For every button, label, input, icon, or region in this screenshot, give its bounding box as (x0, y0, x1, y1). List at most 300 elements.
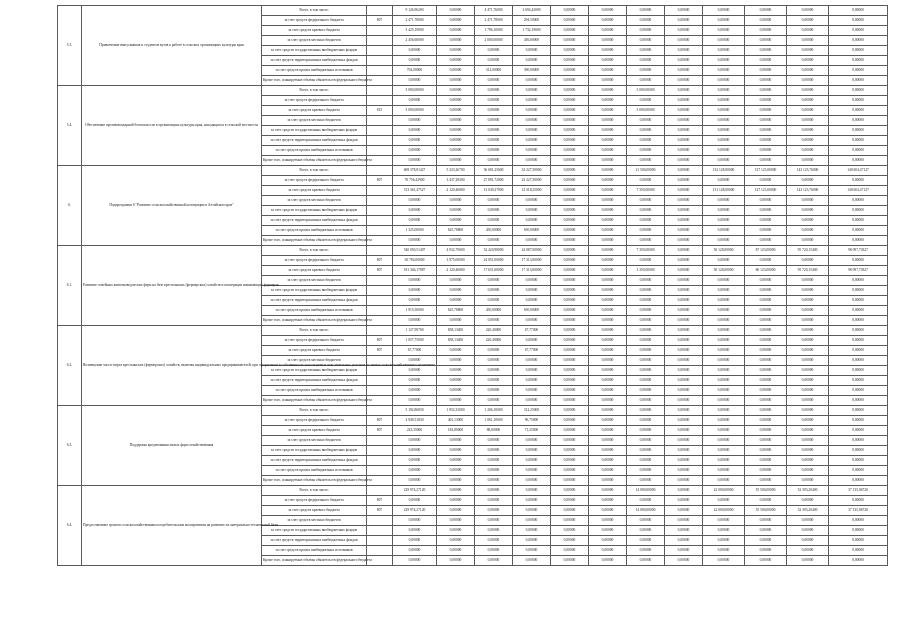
amount-cell: 22 000,00000 (703, 486, 745, 496)
amount-cell: 0,00000 (745, 336, 787, 346)
amount-cell: 0,00000 (589, 156, 627, 166)
kbk-code (367, 376, 393, 386)
amount-cell: 0,00000 (627, 226, 665, 236)
amount-cell: 0,00000 (787, 276, 829, 286)
amount-cell: 0,00000 (745, 126, 787, 136)
funding-source: за счет средств краевого бюджета (262, 186, 367, 196)
amount-cell: 27 891,72000 (475, 176, 513, 186)
kbk-code (367, 186, 393, 196)
amount-cell: 0,00000 (589, 246, 627, 256)
funding-source: за счет средств государственных внебюджетных фондов (262, 206, 367, 216)
amount-cell: 0,00000 (627, 216, 665, 226)
amount-cell: 0,00000 (437, 376, 475, 386)
amount-cell: 0,00000 (627, 96, 665, 106)
amount-cell: 0,00000 (589, 256, 627, 266)
amount-cell: 0,00000 (437, 366, 475, 376)
amount-cell: 0,00000 (513, 336, 551, 346)
amount-cell: 0,00000 (513, 76, 551, 86)
amount-cell: 0,00000 (437, 206, 475, 216)
kbk-code: 807 (367, 426, 393, 436)
amount-cell: 0,00000 (589, 116, 627, 126)
amount-cell: 37 135,06720 (829, 506, 888, 516)
amount-cell: 0,00000 (627, 406, 665, 416)
funding-source: за счет средств местных бюджетов (262, 516, 367, 526)
amount-cell: 513 361,47527 (393, 186, 437, 196)
kbk-code (367, 386, 393, 396)
amount-cell: 0,00000 (627, 156, 665, 166)
amount-cell: 0,00000 (665, 176, 703, 186)
amount-cell: 0,00000 (627, 36, 665, 46)
amount-cell: 0,00000 (437, 356, 475, 366)
amount-cell: 0,00000 (627, 396, 665, 406)
amount-cell: 229 974,27120 (393, 486, 437, 496)
amount-cell: 0,00000 (787, 156, 829, 166)
funding-source: за счет средств государственных внебюджетных фондов (262, 46, 367, 56)
amount-cell: 0,00000 (703, 46, 745, 56)
amount-cell: 0,00000 (627, 76, 665, 86)
amount-cell: 0,00000 (437, 36, 475, 46)
amount-cell: 0,00000 (589, 296, 627, 306)
amount-cell: 0,00000 (627, 536, 665, 546)
amount-cell: 7 350,00000 (627, 186, 665, 196)
funding-source: за счет средств краевого бюджета (262, 266, 367, 276)
funding-source: за счет средств федерального бюджета (262, 256, 367, 266)
kbk-code (367, 146, 393, 156)
amount-cell: 0,00000 (787, 46, 829, 56)
amount-cell: 0,00000 (703, 396, 745, 406)
amount-cell: 67,77000 (393, 346, 437, 356)
amount-cell: 0,00000 (513, 466, 551, 476)
amount-cell: 0,00000 (627, 436, 665, 446)
amount-cell: 0,00000 (665, 326, 703, 336)
amount-cell: 0,00000 (589, 126, 627, 136)
amount-cell: 0,00000 (627, 356, 665, 366)
amount-cell: 0,00000 (787, 66, 829, 76)
amount-cell: 0,00000 (589, 466, 627, 476)
amount-cell: 0,00000 (665, 286, 703, 296)
amount-cell: 0,00000 (829, 366, 888, 376)
kbk-code (367, 136, 393, 146)
amount-cell: 0,00000 (745, 276, 787, 286)
amount-cell: 4 471,76000 (475, 6, 513, 16)
amount-cell: 0,00000 (627, 456, 665, 466)
amount-cell: 0,00000 (829, 136, 888, 146)
amount-cell: 0,00000 (829, 76, 888, 86)
amount-cell: 0,00000 (627, 256, 665, 266)
amount-cell: 0,00000 (665, 556, 703, 566)
amount-cell: 0,00000 (437, 216, 475, 226)
amount-cell: 0,00000 (513, 396, 551, 406)
amount-cell: 0,00000 (829, 276, 888, 286)
amount-cell: 0,00000 (551, 86, 589, 96)
amount-cell: 0,00000 (829, 46, 888, 56)
amount-cell: 0,00000 (745, 456, 787, 466)
amount-cell: 0,00000 (745, 36, 787, 46)
amount-cell: 0,00000 (745, 236, 787, 246)
amount-cell: 37 135,06720 (829, 486, 888, 496)
amount-cell: 0,00000 (393, 526, 437, 536)
amount-cell: 0,00000 (393, 476, 437, 486)
amount-cell: 0,00000 (665, 516, 703, 526)
amount-cell: 0,00000 (475, 146, 513, 156)
amount-cell: 0,00000 (437, 276, 475, 286)
amount-cell: 0,00000 (393, 136, 437, 146)
amount-cell: 0,00000 (745, 436, 787, 446)
item-number: 6.1. (58, 246, 82, 326)
amount-cell: 702,00000 (393, 66, 437, 76)
amount-cell: 0,00000 (665, 26, 703, 36)
amount-cell: 0,00000 (745, 226, 787, 236)
amount-cell: 0,00000 (703, 226, 745, 236)
amount-cell: 0,00000 (745, 156, 787, 166)
amount-cell: 0,00000 (551, 46, 589, 56)
amount-cell: 0,00000 (829, 16, 888, 26)
amount-cell: 0,00000 (513, 456, 551, 466)
amount-cell: 0,00000 (703, 546, 745, 556)
amount-cell: 0,00000 (551, 276, 589, 286)
amount-cell: 0,00000 (829, 316, 888, 326)
funding-source: за счет средств краевого бюджета (262, 506, 367, 516)
amount-cell: 450,00000 (475, 306, 513, 316)
amount-cell: 3 000,00000 (393, 86, 437, 96)
amount-cell: 0,00000 (665, 256, 703, 266)
amount-cell: 0,00000 (787, 556, 829, 566)
amount-cell: 0,00000 (787, 256, 829, 266)
amount-cell: 0,00000 (589, 216, 627, 226)
amount-cell: 0,00000 (665, 546, 703, 556)
amount-cell: 0,00000 (513, 506, 551, 516)
amount-cell: 0,00000 (437, 546, 475, 556)
amount-cell: 0,00000 (627, 526, 665, 536)
amount-cell: 0,00000 (627, 426, 665, 436)
amount-cell: 0,00000 (589, 536, 627, 546)
amount-cell: 0,00000 (703, 236, 745, 246)
kbk-code (367, 66, 393, 76)
amount-cell: 0,00000 (513, 116, 551, 126)
amount-cell: 0,00000 (665, 436, 703, 446)
amount-cell: 0,00000 (703, 316, 745, 326)
amount-cell: 0,00000 (703, 366, 745, 376)
funding-source: за счет средств территориальных внебюджетных фондов (262, 56, 367, 66)
amount-cell: 294,50000 (513, 16, 551, 26)
amount-cell: 3 350,00000 (627, 266, 665, 276)
amount-cell: 0,00000 (829, 116, 888, 126)
amount-cell: 0,00000 (787, 396, 829, 406)
amount-cell: 0,00000 (475, 516, 513, 526)
amount-cell: 32 227,50000 (513, 166, 551, 176)
item-name: Обеспечение противопожарной безопасности в организациях культуры края, находящихся в сельской местности (82, 86, 262, 166)
item-name: Подпрограмма 6 "Развитие сельскохозяйственной кооперации в Алтайском крае" (82, 166, 262, 246)
amount-cell: 0,00000 (437, 126, 475, 136)
amount-cell: 0,00000 (475, 296, 513, 306)
amount-cell: 0,00000 (589, 416, 627, 426)
amount-cell: 0,00000 (787, 6, 829, 16)
amount-cell: 0,00000 (475, 376, 513, 386)
amount-cell: 0,00000 (665, 206, 703, 216)
amount-cell: 127 123,00000 (745, 186, 787, 196)
amount-cell: 86 123,00000 (745, 266, 787, 276)
funding-source: за счет средств местных бюджетов (262, 436, 367, 446)
amount-cell: 0,00000 (551, 106, 589, 116)
table-row (58, 246, 888, 256)
amount-cell: 0,00000 (665, 356, 703, 366)
amount-cell: 0,00000 (627, 446, 665, 456)
amount-cell: 0,00000 (787, 286, 829, 296)
amount-cell: 0,00000 (475, 216, 513, 226)
amount-cell: 0,00000 (393, 126, 437, 136)
amount-cell: 0,00000 (829, 476, 888, 486)
amount-cell: 0,00000 (787, 446, 829, 456)
amount-cell: 0,00000 (665, 496, 703, 506)
amount-cell: 0,00000 (551, 126, 589, 136)
amount-cell: 0,00000 (829, 216, 888, 226)
kbk-code (367, 116, 393, 126)
amount-cell: 0,00000 (665, 66, 703, 76)
amount-cell: 0,00000 (551, 436, 589, 446)
amount-cell: 0,00000 (513, 386, 551, 396)
amount-cell: 0,00000 (551, 116, 589, 126)
amount-cell: 0,00000 (745, 46, 787, 56)
amount-cell: 0,00000 (513, 96, 551, 106)
funding-source: за счет средств территориальных внебюджетных фондов (262, 456, 367, 466)
table-row (58, 326, 888, 336)
amount-cell: 0,00000 (551, 376, 589, 386)
amount-cell: 0,00000 (703, 346, 745, 356)
amount-cell: 0,00000 (787, 216, 829, 226)
amount-cell: 0,00000 (627, 316, 665, 326)
amount-cell: 0,00000 (393, 216, 437, 226)
amount-cell: 0,00000 (665, 46, 703, 56)
amount-cell: 0,00000 (551, 186, 589, 196)
amount-cell: 0,00000 (787, 346, 829, 356)
amount-cell: 0,00000 (589, 286, 627, 296)
amount-cell: 0,00000 (665, 16, 703, 26)
amount-cell: 140 604,47127 (829, 186, 888, 196)
amount-cell: 7 350,00000 (627, 246, 665, 256)
amount-cell: 0,00000 (787, 406, 829, 416)
amount-cell: 0,00000 (665, 456, 703, 466)
funding-source: Кроме того, планируемые объемы обязательств федерального бюджета (262, 156, 367, 166)
amount-cell: 3 000,00000 (393, 106, 437, 116)
amount-cell: 0,00000 (829, 386, 888, 396)
amount-cell: 0,00000 (551, 136, 589, 146)
amount-cell: 0,00000 (829, 6, 888, 16)
amount-cell: 401,13000 (437, 416, 475, 426)
amount-cell: 52 393,20400 (787, 506, 829, 516)
amount-cell: 0,00000 (627, 326, 665, 336)
table-row (58, 486, 888, 496)
amount-cell: 0,00000 (551, 496, 589, 506)
amount-cell: 0,00000 (551, 166, 589, 176)
amount-cell: 243,35000 (393, 426, 437, 436)
kbk-code: 807 (367, 336, 393, 346)
amount-cell: 0,00000 (745, 136, 787, 146)
amount-cell: 0,00000 (745, 116, 787, 126)
funding-source: за счет средств прочих внебюджетных источников (262, 546, 367, 556)
amount-cell: 0,00000 (393, 46, 437, 56)
kbk-code (367, 196, 393, 206)
funding-source: Всего, в том числе: (262, 166, 367, 176)
amount-cell: 0,00000 (551, 76, 589, 86)
amount-cell: 0,00000 (437, 16, 475, 26)
amount-cell: 0,00000 (745, 76, 787, 86)
amount-cell: 1 796,10000 (475, 26, 513, 36)
kbk-code (367, 436, 393, 446)
amount-cell: 36 681,25600 (475, 166, 513, 176)
amount-cell: 0,00000 (589, 96, 627, 106)
amount-cell: 0,00000 (703, 466, 745, 476)
amount-cell: 0,00000 (437, 86, 475, 96)
amount-cell: 0,00000 (475, 56, 513, 66)
amount-cell: 0,00000 (665, 216, 703, 226)
amount-cell: 0,00000 (475, 466, 513, 476)
amount-cell: 0,00000 (665, 536, 703, 546)
amount-cell: 625,78800 (437, 306, 475, 316)
amount-cell: 0,00000 (513, 86, 551, 96)
amount-cell: 0,00000 (513, 206, 551, 216)
amount-cell: 0,00000 (745, 466, 787, 476)
amount-cell: 0,00000 (393, 206, 437, 216)
amount-cell: 0,00000 (745, 446, 787, 456)
amount-cell: 0,00000 (589, 436, 627, 446)
amount-cell: 0,00000 (437, 136, 475, 146)
amount-cell: 23 227,50000 (513, 176, 551, 186)
funding-source: за счет средств федерального бюджета (262, 336, 367, 346)
amount-cell: 0,00000 (665, 526, 703, 536)
amount-cell: 0,00000 (787, 126, 829, 136)
amount-cell: 3 975,00000 (437, 256, 475, 266)
kbk-code (367, 366, 393, 376)
amount-cell: 0,00000 (665, 306, 703, 316)
amount-cell: 0,00000 (551, 196, 589, 206)
amount-cell: 0,00000 (437, 446, 475, 456)
amount-cell: 838,13400 (437, 336, 475, 346)
amount-cell: 0,00000 (513, 556, 551, 566)
amount-cell: 9 126,96200 (393, 6, 437, 16)
amount-cell: 0,00000 (665, 296, 703, 306)
amount-cell: 0,00000 (589, 106, 627, 116)
amount-cell: 0,00000 (513, 56, 551, 66)
amount-cell: 2 120,46800 (437, 266, 475, 276)
amount-cell: 0,00000 (551, 416, 589, 426)
amount-cell: 0,00000 (551, 556, 589, 566)
amount-cell: 0,00000 (437, 346, 475, 356)
kbk-code (367, 286, 393, 296)
amount-cell: 98 097,70327 (829, 266, 888, 276)
amount-cell: 0,00000 (745, 16, 787, 26)
amount-cell: 0,00000 (745, 416, 787, 426)
amount-cell: 0,00000 (665, 376, 703, 386)
amount-cell: 0,00000 (551, 316, 589, 326)
amount-cell: 0,00000 (551, 246, 589, 256)
kbk-code: 807 (367, 256, 393, 266)
amount-cell: 0,00000 (829, 306, 888, 316)
kbk-code: 807 (367, 176, 393, 186)
item-number: 6.3. (58, 406, 82, 486)
amount-cell: 1 057,75000 (393, 336, 437, 346)
amount-cell: 0,00000 (475, 236, 513, 246)
amount-cell: 0,00000 (551, 16, 589, 26)
amount-cell: 390,00000 (513, 66, 551, 76)
kbk-code (367, 296, 393, 306)
amount-cell: 0,00000 (829, 416, 888, 426)
amount-cell: 0,00000 (475, 386, 513, 396)
amount-cell: 0,00000 (829, 176, 888, 186)
amount-cell: 0,00000 (475, 276, 513, 286)
amount-cell: 0,00000 (513, 236, 551, 246)
amount-cell: 0,00000 (627, 16, 665, 26)
funding-source: за счет средств государственных внебюджетных фондов (262, 366, 367, 376)
amount-cell: 0,00000 (393, 366, 437, 376)
amount-cell: 0,00000 (589, 406, 627, 416)
amount-cell: 0,00000 (393, 456, 437, 466)
amount-cell: 0,00000 (475, 86, 513, 96)
amount-cell: 0,00000 (437, 66, 475, 76)
amount-cell: 0,00000 (475, 536, 513, 546)
amount-cell: 0,00000 (829, 206, 888, 216)
amount-cell: 625,78800 (437, 226, 475, 236)
amount-cell: 0,00000 (589, 66, 627, 76)
funding-source: Всего, в том числе: (262, 326, 367, 336)
amount-cell: 0,00000 (665, 146, 703, 156)
amount-cell: 0,00000 (627, 46, 665, 56)
item-name: Развитие семейных животноводческих ферм на базе крестьянских (фермерских) хозяйств и кооперации начинающих фермеров (82, 246, 262, 326)
amount-cell: 0,00000 (627, 546, 665, 556)
amount-cell: 0,00000 (703, 526, 745, 536)
amount-cell: 0,00000 (475, 346, 513, 356)
kbk-code (367, 126, 393, 136)
amount-cell: 0,00000 (393, 466, 437, 476)
amount-cell: 0,00000 (703, 36, 745, 46)
amount-cell: 0,00000 (393, 196, 437, 206)
amount-cell: 0,00000 (589, 236, 627, 246)
amount-cell: 0,00000 (665, 186, 703, 196)
amount-cell: 0,00000 (627, 6, 665, 16)
amount-cell: 0,00000 (787, 296, 829, 306)
amount-cell: 0,00000 (745, 356, 787, 366)
funding-source: Кроме того, планируемые объемы обязательств федерального бюджета (262, 236, 367, 246)
amount-cell: 4 949,51830 (393, 416, 437, 426)
amount-cell: 0,00000 (589, 56, 627, 66)
amount-cell: 2 120,46800 (437, 186, 475, 196)
amount-cell: 0,00000 (829, 86, 888, 96)
amount-cell: 0,00000 (513, 436, 551, 446)
funding-source: за счет средств прочих внебюджетных источников (262, 466, 367, 476)
amount-cell: 0,00000 (551, 526, 589, 536)
amount-cell: 0,00000 (665, 196, 703, 206)
amount-cell: 0,00000 (787, 426, 829, 436)
amount-cell: 0,00000 (665, 106, 703, 116)
amount-cell: 0,00000 (437, 526, 475, 536)
funding-source: за счет средств местных бюджетов (262, 116, 367, 126)
amount-cell: 1 061,10000 (475, 416, 513, 426)
amount-cell: 17 313,00000 (513, 256, 551, 266)
amount-cell: 0,00000 (829, 286, 888, 296)
kbk-code (367, 526, 393, 536)
amount-cell: 0,00000 (551, 146, 589, 156)
amount-cell: 450,00000 (475, 226, 513, 236)
funding-source: за счет средств федерального бюджета (262, 496, 367, 506)
amount-cell: 0,00000 (829, 106, 888, 116)
amount-cell: 50 128,00000 (703, 246, 745, 256)
amount-cell: 3 437,28300 (437, 176, 475, 186)
funding-source: за счет средств территориальных внебюджетных фондов (262, 536, 367, 546)
amount-cell: 0,00000 (787, 476, 829, 486)
amount-cell: 0,00000 (829, 26, 888, 36)
amount-cell: 0,00000 (551, 346, 589, 356)
amount-cell: 0,00000 (829, 36, 888, 46)
amount-cell: 0,00000 (745, 326, 787, 336)
